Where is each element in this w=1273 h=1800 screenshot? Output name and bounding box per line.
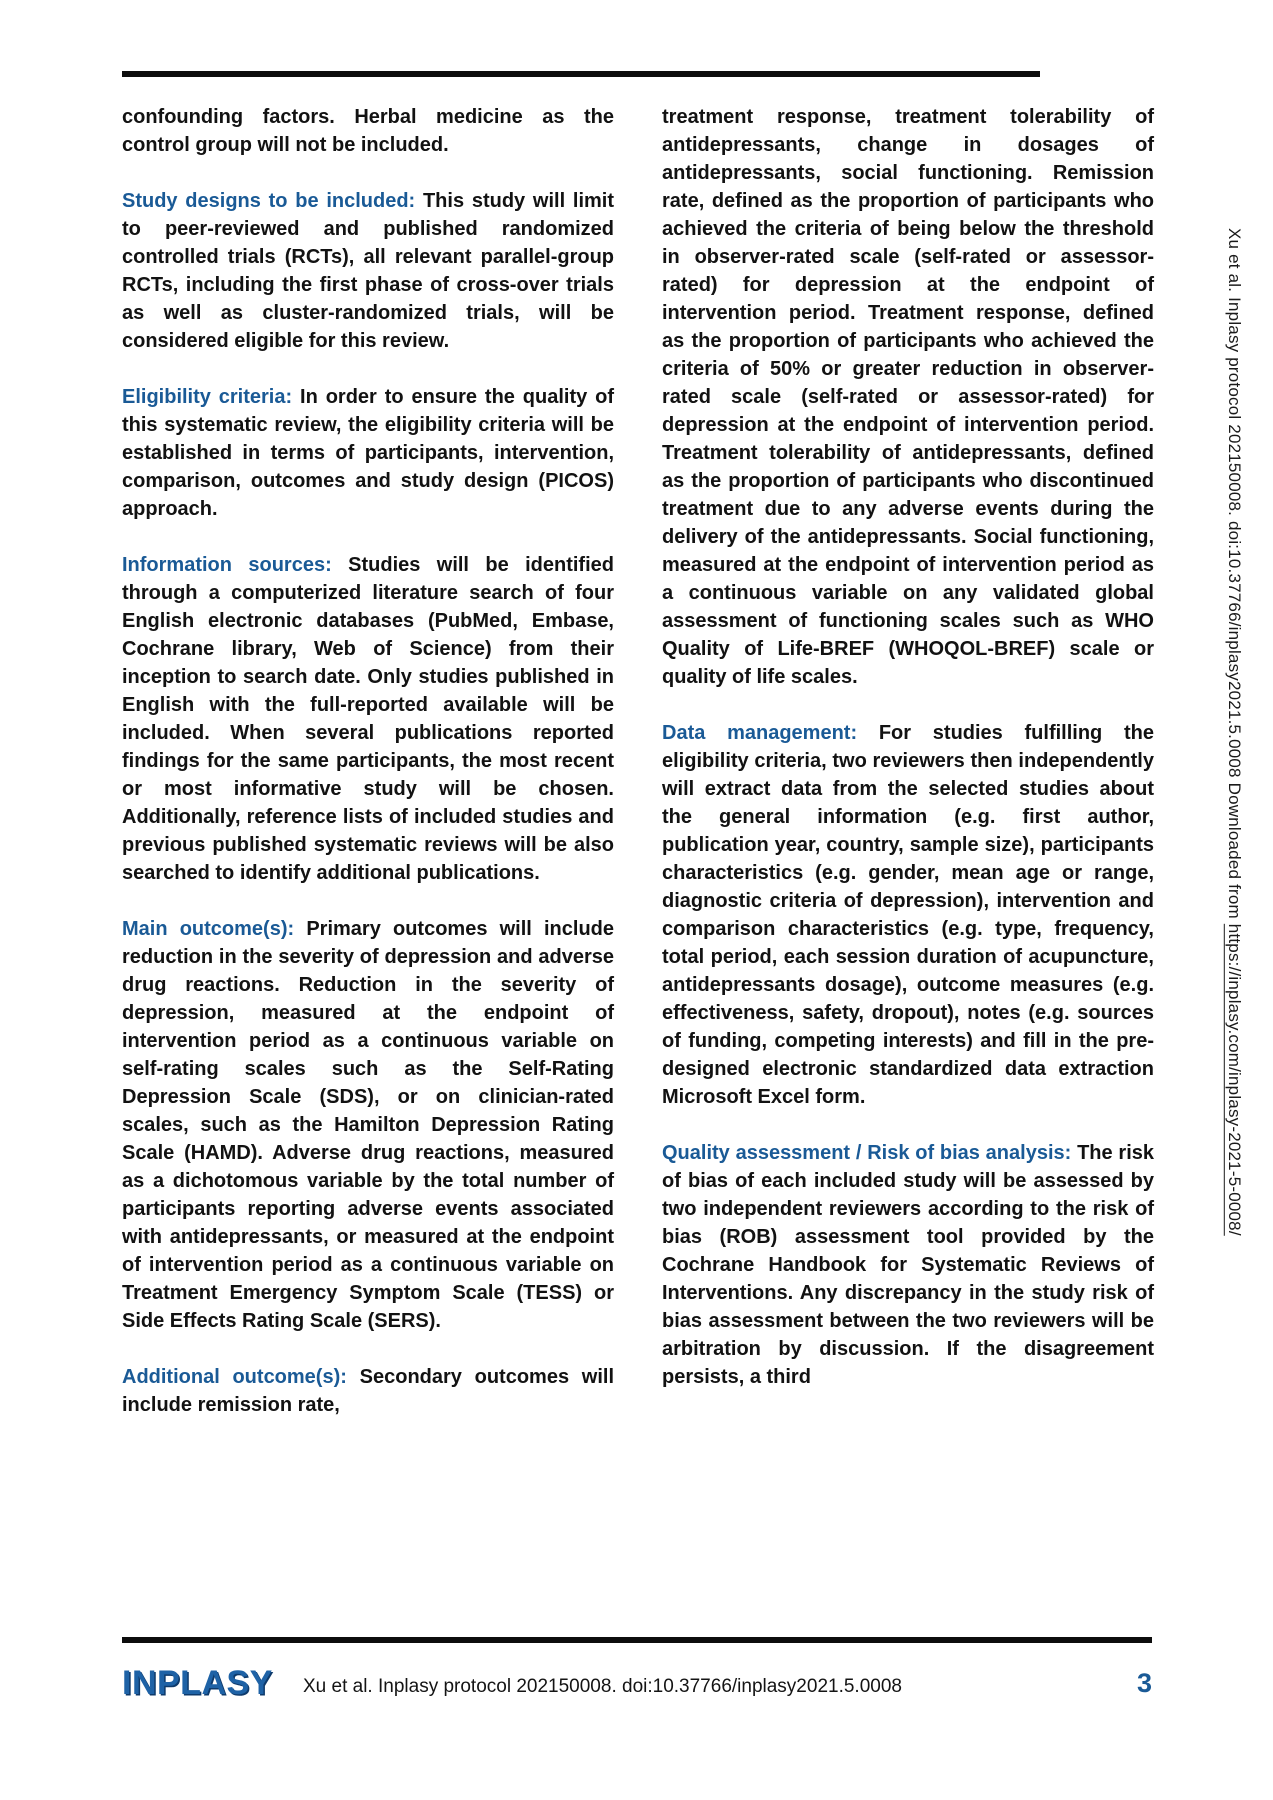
section-heading: Eligibility criteria:	[122, 386, 293, 408]
paragraph-text: Primary outcomes will include reduction in the severity of depression and adverse drug reactions. Reduction in the severity of depression, measured at the endpoint of intervention period as a continuous variable on self-rating scales such as the Self-Rating Depression Scale (SDS), or on clinician-rated scales, such as the Hamilton Depression Rating Scale (HAMD). Adverse drug reactions, measured as a dichotomous variable by the total number of participants reporting adverse events associated with antidepressants, or measured at the endpoint of intervention period as a continuous variable on Treatment Emergency Symptom Scale (TESS) or Side Effects Rating Scale (SERS).	[122, 918, 615, 1332]
paragraph-text: Studies will be identified through a computerized literature search of four English electronic databases (PubMed, Embase, Cochrane library, Web of Science) from their inception to search date. Only studies published in English with the full-reported available will be included. When several publications reported findings for the same participants, the most recent or most informative study will be chosen. Additionally, reference lists of included studies and previous published systematic reviews will be also searched to identify additional publications.	[122, 554, 614, 884]
paragraph-text: For studies fulfilling the eligibility criteria, two reviewers then independently will extract data from the selected studies about the general information (e.g. first author, publication year, country, sample size), participants characteristics (e.g. gender, mean age or range, diagnostic criteria of depression), intervention and comparison characteristics (e.g. type, frequency, total period, each session duration of acupuncture, antidepressants dosage), outcome measures (e.g. effectiveness, safety, dropout), notes (e.g. sources of funding, competing interests) and fill in the pre-designed electronic standardized data extraction Microsoft Excel form.	[662, 722, 1155, 1108]
left-text-column	[122, 103, 614, 1419]
vertical-citation-sidebar	[1224, 228, 1244, 1358]
paragraph-text: confounding factors. Herbal medicine as the control group will not be included.	[122, 106, 614, 156]
paragraph-quality-assessment	[662, 1139, 1154, 1391]
section-heading: Data management:	[662, 722, 858, 744]
paragraph-text: Secondary outcomes will include remission rate,	[122, 1366, 615, 1416]
paragraph-text: In order to ensure the quality of this systematic review, the eligibility criteria will be established in terms of participants, intervention, comparison, outcomes and study design (PICOS) approach.	[122, 386, 615, 520]
sidebar-citation-text: Xu et al. Inplasy protocol 202150008. doi:10.37766/inplasy2021.5.0008 Downloaded from	[1225, 228, 1244, 924]
section-heading: Additional outcome(s):	[122, 1366, 347, 1388]
paragraph-text: The risk of bias of each included study will be assessed by two independent reviewers according to the risk of bias (ROB) assessment tool provided by the Cochrane Handbook for Systematic Reviews of Interventions. Any discrepancy in the study risk of bias assessment between the two reviewers will be arbitration by discussion. If the disagreement persists, a third	[662, 1142, 1154, 1388]
section-heading: Study designs to be included:	[122, 190, 416, 212]
section-heading: Information sources:	[122, 554, 332, 576]
inplasy-logo: INPLASY	[122, 1664, 273, 1702]
paragraph-data-management	[662, 719, 1154, 1111]
paragraph-continuation	[122, 103, 614, 159]
paragraph-study-designs	[122, 187, 614, 355]
paragraph-eligibility-criteria	[122, 383, 614, 523]
sidebar-citation-link[interactable]: https://inplasy.com/inplasy-2021-5-0008/	[1225, 923, 1244, 1236]
paragraph-additional-outcomes	[122, 1363, 614, 1419]
section-heading: Quality assessment / Risk of bias analysis:	[662, 1142, 1072, 1164]
paragraph-continuation	[662, 103, 1154, 691]
top-rule-divider	[122, 71, 1040, 77]
section-heading: Main outcome(s):	[122, 918, 295, 940]
page-number: 3	[1136, 1668, 1152, 1698]
paragraph-text: This study will limit to peer-reviewed and published randomized controlled trials (RCTs), all relevant parallel-group RCTs, including the first phase of cross-over trials as well as cluster-randomized trials, will be considered eligible for this review.	[122, 190, 614, 352]
paragraph-information-sources	[122, 551, 614, 887]
paragraph-main-outcomes	[122, 915, 614, 1335]
right-text-column	[662, 103, 1154, 1391]
footer-rule-divider	[122, 1637, 1152, 1643]
footer-citation: Xu et al. Inplasy protocol 202150008. doi:10.37766/inplasy2021.5.0008	[303, 1676, 902, 1697]
paragraph-text: treatment response, treatment tolerability of antidepressants, change in dosages of antidepressants, social functioning. Remission rate, defined as the proportion of participants who achieved the criteria of being below the threshold in observer-rated scale (self-rated or assessor-rated) for depression at the endpoint of intervention period. Treatment response, defined as the proportion of participants who achieved the criteria of 50% or greater reduction in observer-rated scale (self-rated or assessor-rated) for depression at the endpoint of intervention period. Treatment tolerability of antidepressants, defined as the proportion of participants who discontinued treatment due to any adverse events during the delivery of the antidepressants. Social functioning, measured at the endpoint of intervention period as a continuous variable on any validated global assessment of functioning scales such as WHO Quality of Life-BREF (WHOQOL-BREF) scale or quality of life scales.	[662, 106, 1154, 688]
